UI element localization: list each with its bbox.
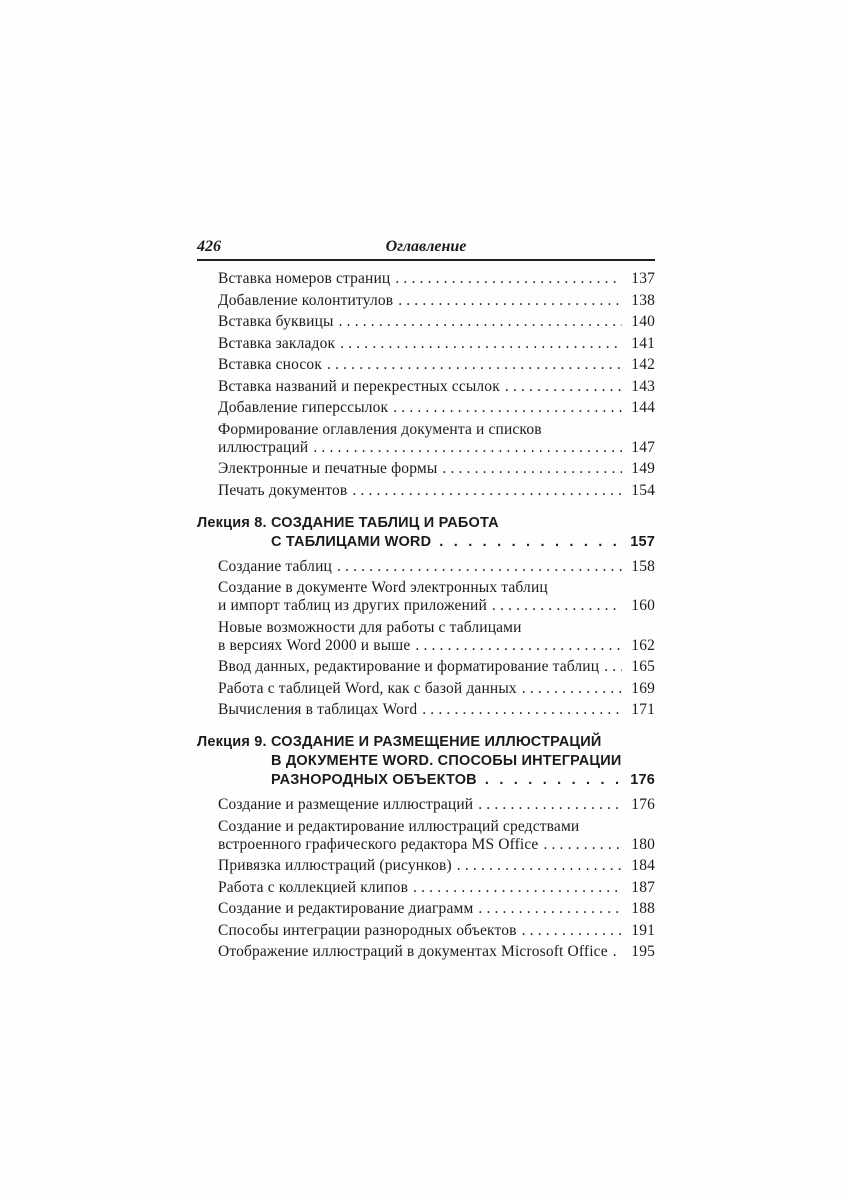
page-number: 140 — [631, 313, 655, 330]
running-title: Оглавление — [385, 238, 467, 255]
page-number: 144 — [631, 399, 655, 416]
toc-entry — [218, 579, 655, 615]
lecture-label: Лекция 9. — [197, 734, 267, 750]
dot-leader — [613, 943, 622, 961]
entry-row — [218, 680, 655, 698]
entry-line: Создание и редактирование иллюстраций средствами — [218, 817, 580, 835]
entry-line: Создание и размещение иллюстраций — [218, 796, 474, 813]
entry-row — [218, 460, 655, 478]
entry-row — [218, 943, 655, 961]
entry-line: Работа с таблицей Word, как с базой данных — [218, 679, 517, 697]
toc-entry — [218, 558, 655, 576]
dot-leader — [505, 378, 622, 396]
entry-line: Вставка сносок — [218, 356, 323, 373]
entry-row — [218, 558, 655, 576]
entry-row — [218, 313, 655, 331]
page-number: 147 — [631, 438, 655, 456]
toc-entry — [218, 399, 655, 417]
lecture-label: Лекция 8. — [197, 514, 267, 531]
entry-line: встроенного графического редактора MS Office — [218, 835, 539, 853]
toc-entry — [218, 658, 655, 676]
lecture-title — [271, 733, 655, 790]
entry-line: Вставка закладок — [218, 334, 336, 352]
entry-row — [218, 796, 655, 814]
dot-leader — [422, 701, 622, 719]
dot-leader — [543, 836, 622, 854]
toc-entry — [218, 879, 655, 897]
page-number: 191 — [631, 921, 655, 939]
dot-leader — [337, 558, 622, 576]
entry-line: Электронные и печатные формы — [218, 460, 438, 477]
entry-line: Добавление колонтитулов — [218, 291, 394, 309]
entry-row — [218, 482, 655, 500]
page-number: 187 — [631, 878, 655, 896]
lecture-title-line: С ТАБЛИЦАМИ WORD — [271, 533, 432, 550]
page-number: 169 — [631, 679, 655, 697]
page-number: 138 — [631, 291, 655, 309]
toc-entry — [218, 270, 655, 288]
entry-line: Отображение иллюстраций в документах Microsoft Office — [218, 943, 608, 960]
dot-leader — [439, 533, 621, 552]
entry-line: Вставка названий и перекрестных ссылок — [218, 377, 500, 395]
entry-row — [218, 335, 655, 353]
page-number: 176 — [630, 772, 655, 788]
dot-leader — [395, 270, 622, 288]
toc-entry — [218, 900, 655, 918]
lecture-title-line: СОЗДАНИЕ И РАЗМЕЩЕНИЕ ИЛЛЮСТРАЦИЙ — [271, 734, 602, 750]
toc-entry — [218, 818, 655, 854]
page-number: 165 — [631, 658, 655, 675]
entry-row — [218, 439, 655, 457]
lecture-title — [271, 514, 655, 552]
toc-entry — [218, 482, 655, 500]
page-number: 142 — [631, 356, 655, 373]
page-number: 141 — [631, 334, 655, 352]
entry-line: иллюстраций — [218, 438, 309, 456]
toc-entry — [218, 619, 655, 655]
lecture-heading — [197, 733, 655, 790]
entry-line: Создание в документе Word электронных таблиц — [218, 579, 548, 596]
dot-leader — [339, 313, 622, 331]
entry-row — [218, 701, 655, 719]
dot-leader — [313, 439, 622, 457]
page-number: 157 — [630, 533, 655, 550]
dot-leader — [340, 335, 622, 353]
toc-entry — [218, 701, 655, 719]
entry-row — [218, 857, 655, 875]
toc-entry — [218, 335, 655, 353]
entry-line: Вычисления в таблицах Word — [218, 701, 418, 718]
dot-leader — [478, 900, 622, 918]
toc-entry — [218, 922, 655, 940]
dot-leader — [478, 796, 622, 814]
page-content — [197, 0, 655, 965]
entry-line: Создание и редактирование диаграмм — [218, 900, 474, 917]
toc-entry — [218, 356, 655, 374]
dot-leader — [415, 637, 622, 655]
dot-leader — [522, 680, 622, 698]
entry-row — [218, 292, 655, 310]
dot-leader — [352, 482, 622, 500]
page-number: 143 — [631, 377, 655, 395]
page-number: 154 — [631, 481, 655, 499]
dot-leader — [327, 356, 622, 374]
toc-entry — [218, 460, 655, 478]
entry-line: Новые возможности для работы с таблицами — [218, 618, 522, 636]
entry-row — [218, 378, 655, 396]
entry-line: Работа с коллекцией клипов — [218, 878, 409, 896]
entry-row — [218, 658, 655, 676]
lecture-title-line: РАЗНОРОДНЫХ ОБЪЕКТОВ — [271, 772, 477, 788]
dot-leader — [413, 879, 622, 897]
toc-entry — [218, 943, 655, 961]
entry-line: Печать документов — [218, 481, 348, 499]
page-number: 162 — [631, 636, 655, 654]
page-number: 195 — [631, 943, 655, 960]
toc-entry — [218, 292, 655, 310]
page-number: 137 — [631, 270, 655, 287]
toc-entry — [218, 680, 655, 698]
lecture-heading — [197, 514, 655, 552]
entry-row — [218, 637, 655, 655]
entry-line: Способы интеграции разнородных объектов — [218, 921, 517, 939]
entry-line: Формирование оглавления документа и списков — [218, 420, 542, 438]
toc-entry — [218, 796, 655, 814]
running-head — [197, 238, 655, 261]
page-number: 158 — [631, 557, 655, 575]
page-number: 171 — [631, 701, 655, 718]
entry-line: и импорт таблиц из других приложений — [218, 597, 487, 614]
entry-line: Вставка номеров страниц — [218, 270, 391, 287]
page-number: 184 — [631, 857, 655, 874]
toc-entry — [218, 421, 655, 457]
dot-leader — [393, 399, 622, 417]
entry-line: Создание таблиц — [218, 557, 332, 575]
page-number: 176 — [631, 796, 655, 813]
entry-row — [218, 270, 655, 288]
entry-row — [218, 597, 655, 615]
dot-leader — [492, 597, 622, 615]
page-number: 180 — [631, 835, 655, 853]
lecture-title-line: В ДОКУМЕНТЕ WORD. СПОСОБЫ ИНТЕГРАЦИИ — [271, 753, 622, 769]
entry-row — [218, 356, 655, 374]
page-number: 188 — [631, 900, 655, 917]
entry-row — [218, 399, 655, 417]
dot-leader — [457, 857, 622, 875]
lecture-title-row — [271, 771, 655, 790]
page-number: 160 — [631, 597, 655, 614]
entry-line: Вставка буквицы — [218, 313, 334, 330]
dot-leader — [442, 460, 622, 478]
toc-list — [197, 270, 655, 961]
entry-row — [218, 836, 655, 854]
entry-line: Ввод данных, редактирование и форматирование таблиц — [218, 658, 600, 675]
entry-row — [218, 922, 655, 940]
lecture-title-row — [271, 533, 655, 552]
entry-row — [218, 900, 655, 918]
toc-entry — [218, 857, 655, 875]
toc-entry — [218, 313, 655, 331]
lecture-title-line: СОЗДАНИЕ ТАБЛИЦ И РАБОТА — [271, 514, 499, 531]
page-number-header: 426 — [197, 238, 221, 255]
entry-row — [218, 879, 655, 897]
dot-leader — [604, 658, 622, 676]
toc-entry — [218, 378, 655, 396]
entry-line: Привязка иллюстраций (рисунков) — [218, 857, 452, 874]
dot-leader — [485, 771, 621, 790]
entry-line: в версиях Word 2000 и выше — [218, 636, 411, 654]
dot-leader — [522, 922, 622, 940]
page-number: 149 — [631, 460, 655, 477]
entry-line: Добавление гиперссылок — [218, 399, 389, 416]
dot-leader — [398, 292, 622, 310]
